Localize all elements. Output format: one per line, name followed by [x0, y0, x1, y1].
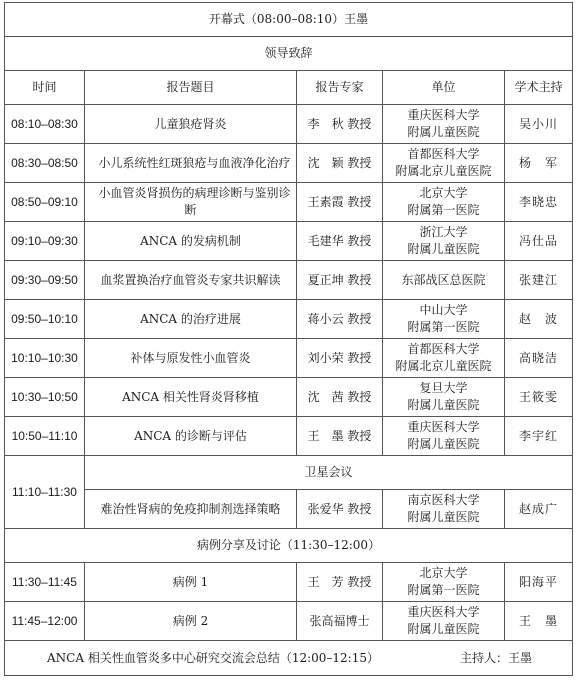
row-topic: 儿童狼疮肾炎 — [85, 105, 297, 144]
row-unit — [383, 183, 505, 222]
satellite-speaker: 张爱华 教授 — [297, 490, 383, 529]
row-unit-line1: 复旦大学 — [419, 381, 468, 395]
header-host: 学术主持 — [505, 71, 573, 105]
row-host: 杨 军 — [505, 144, 573, 183]
table-row — [5, 602, 573, 641]
row-speaker: 李 秋 教授 — [297, 105, 383, 144]
row-unit — [383, 261, 505, 300]
row-speaker: 刘小荣 教授 — [297, 339, 383, 378]
row-host: 高晓洁 — [505, 339, 573, 378]
row-host: 李晓忠 — [505, 183, 573, 222]
satellite-unit — [383, 490, 505, 529]
row-unit-line2: 附属儿童医院 — [407, 242, 480, 256]
row-speaker: 蒋小云 教授 — [297, 300, 383, 339]
row-host: 李宇红 — [505, 417, 573, 456]
row-unit-line2: 附属北京儿童医院 — [395, 359, 492, 373]
row-host: 冯仕品 — [505, 222, 573, 261]
row-unit-line1: 重庆医科大学 — [407, 108, 480, 122]
row-unit-line1: 首都医科大学 — [407, 147, 480, 161]
row-unit — [383, 339, 505, 378]
header-time: 时间 — [5, 71, 85, 105]
table-row — [5, 261, 573, 300]
satellite-title-row — [5, 456, 573, 490]
row-speaker: 毛建华 教授 — [297, 222, 383, 261]
satellite-unit-line1: 南京医科大学 — [407, 493, 480, 507]
row-unit-line2: 附属儿童医院 — [407, 437, 480, 451]
row-unit — [383, 144, 505, 183]
header-unit: 单位 — [383, 71, 505, 105]
row-unit-line1: 东部战区总医院 — [401, 272, 486, 287]
case-unit-line1: 北京大学 — [419, 566, 468, 580]
row-host: 王筱雯 — [505, 378, 573, 417]
row-topic: 补体与原发性小血管炎 — [85, 339, 297, 378]
case-unit — [383, 563, 505, 602]
row-time: 08:30–08:50 — [5, 144, 85, 183]
table-row — [5, 144, 573, 183]
case-host: 王 墨 — [505, 602, 573, 641]
row-time: 09:50–10:10 — [5, 300, 85, 339]
row-topic: ANCA 的治疗进展 — [85, 300, 297, 339]
row-unit-line2: 附属儿童医院 — [407, 125, 480, 139]
row-speaker: 王 墨 教授 — [297, 417, 383, 456]
row-unit — [383, 417, 505, 456]
row-unit-line1: 首都医科大学 — [407, 342, 480, 356]
row-speaker: 沈 颖 教授 — [297, 144, 383, 183]
row-time: 10:50–11:10 — [5, 417, 85, 456]
row-unit-line1: 中山大学 — [419, 303, 468, 317]
case-host: 阳海平 — [505, 563, 573, 602]
row-host: 吴小川 — [505, 105, 573, 144]
row-unit — [383, 378, 505, 417]
table-row — [5, 222, 573, 261]
leader-speech-text: 领导致辞 — [264, 46, 313, 60]
row-topic: ANCA 的诊断与评估 — [85, 417, 297, 456]
case-topic: 病例 2 — [85, 602, 297, 641]
row-unit — [383, 300, 505, 339]
row-unit-line2: 附属第一医院 — [407, 320, 480, 334]
table-row — [5, 563, 573, 602]
row-topic: ANCA 相关性肾炎肾移植 — [85, 378, 297, 417]
header-speaker: 报告专家 — [297, 71, 383, 105]
case-discussion-row — [5, 529, 573, 563]
case-time: 11:30–11:45 — [5, 563, 85, 602]
summary-host: 主持人：王墨 — [459, 651, 532, 665]
case-unit-line2: 附属第一医院 — [407, 583, 480, 597]
row-unit-line1: 北京大学 — [419, 186, 468, 200]
row-topic: 小儿系统性红斑狼疮与血液净化治疗 — [85, 144, 297, 183]
opening-text: 开幕式（08:00–08:10）王墨 — [208, 12, 369, 26]
table-row — [5, 339, 573, 378]
header-row — [5, 71, 573, 105]
case-unit — [383, 602, 505, 641]
satellite-topic: 难治性肾病的免疫抑制剂选择策略 — [85, 490, 297, 529]
case-speaker: 王 芳 教授 — [297, 563, 383, 602]
case-time: 11:45–12:00 — [5, 602, 85, 641]
schedule-table — [4, 2, 573, 676]
satellite-host: 赵成广 — [505, 490, 573, 529]
table-row — [5, 183, 573, 222]
row-unit — [383, 222, 505, 261]
satellite-title: 卫星会议 — [85, 456, 573, 490]
row-time: 10:30–10:50 — [5, 378, 85, 417]
row-topic: 小血管炎肾损伤的病理诊断与鉴别诊断 — [85, 183, 297, 222]
row-unit-line1: 重庆医科大学 — [407, 420, 480, 434]
satellite-time: 11:10–11:30 — [5, 456, 85, 529]
satellite-row — [5, 490, 573, 529]
satellite-unit-line2: 附属儿童医院 — [407, 510, 480, 524]
table-row — [5, 105, 573, 144]
row-speaker: 夏正坤 教授 — [297, 261, 383, 300]
row-time: 08:10–08:30 — [5, 105, 85, 144]
case-speaker: 张高福博士 — [297, 602, 383, 641]
case-discussion-text: 病例分享及讨论（11:30–12:00） — [196, 538, 381, 552]
row-unit-line2: 附属儿童医院 — [407, 398, 480, 412]
leader-speech-row — [5, 37, 573, 71]
row-unit — [383, 105, 505, 144]
summary-row — [5, 641, 573, 676]
row-time: 08:50–09:10 — [5, 183, 85, 222]
row-time: 09:10–09:30 — [5, 222, 85, 261]
row-unit-line2: 附属北京儿童医院 — [395, 164, 492, 178]
table-row — [5, 300, 573, 339]
case-unit-line2: 附属儿童医院 — [407, 622, 480, 636]
summary-text: ANCA 相关性血管炎多中心研究交流会总结（12:00–12:15） — [47, 651, 379, 665]
row-time: 09:30–09:50 — [5, 261, 85, 300]
row-topic: 血浆置换治疗血管炎专家共识解读 — [85, 261, 297, 300]
header-topic: 报告题目 — [85, 71, 297, 105]
row-time: 10:10–10:30 — [5, 339, 85, 378]
table-row — [5, 378, 573, 417]
table-row — [5, 417, 573, 456]
row-speaker: 王素霞 教授 — [297, 183, 383, 222]
row-host: 赵 波 — [505, 300, 573, 339]
row-speaker: 沈 茜 教授 — [297, 378, 383, 417]
row-unit-line1: 浙江大学 — [419, 225, 468, 239]
case-topic: 病例 1 — [85, 563, 297, 602]
opening-row — [5, 3, 573, 37]
row-host: 张建江 — [505, 261, 573, 300]
row-topic: ANCA 的发病机制 — [85, 222, 297, 261]
case-unit-line1: 重庆医科大学 — [407, 605, 480, 619]
row-unit-line2: 附属第一医院 — [407, 203, 480, 217]
